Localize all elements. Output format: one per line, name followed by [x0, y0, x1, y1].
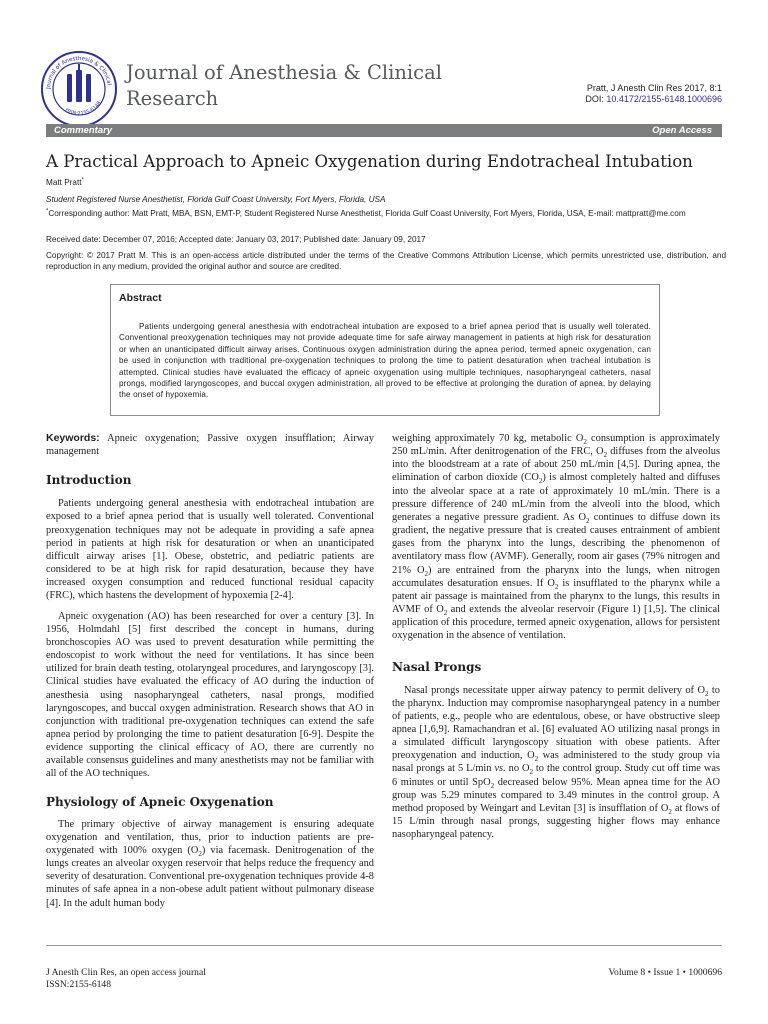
article-type: Commentary: [54, 125, 113, 136]
text-run: was administered to the study group via nasal prongs at 5 L/min: [392, 750, 720, 775]
subscript: 2: [538, 477, 543, 486]
abstract-heading: Abstract: [119, 292, 162, 304]
subscript: 2: [704, 689, 709, 698]
physiology-paragraph-2: [392, 432, 720, 643]
author-mark: *: [81, 177, 84, 184]
affiliation: Student Registered Nurse Anesthetist, Florida Gulf Coast University, Fort Myers, Florida, USA: [46, 195, 386, 204]
keywords: [46, 432, 374, 458]
corresponding-text: Corresponding author: Matt Pratt, MBA, BSN, EMT-P, Student Registered Nurse Anesthetist, Florida Gulf Coast University, Fort Myers, Florida, USA, E-mail: mattpratt@me.com: [48, 209, 686, 218]
subscript: 2: [603, 451, 608, 460]
text-run: at flows of 15 L/min through nasal prongs, suggesting higher flows may enhance nasopharyngeal patency.: [392, 802, 720, 841]
author-name: Matt Pratt: [46, 178, 82, 187]
keywords-label: Keywords:: [46, 432, 100, 444]
subscript: 2: [198, 849, 202, 858]
subscript: 2: [529, 768, 533, 777]
article-dates: Received date: December 07, 2016; Accepted date: January 03, 2017; Published date: January 09, 2017: [46, 235, 426, 244]
author-line: [46, 178, 726, 189]
journal-title: Journal of Anesthesia & Clinical Research: [126, 61, 442, 110]
physiology-paragraph-1: [46, 818, 374, 910]
subscript: 2: [668, 807, 672, 816]
journal-logo: [40, 50, 118, 128]
corresponding-author: [46, 209, 726, 220]
text-run: and extends the alveolar reservoir (Figure 1) [1,5]. The clinical application of this procedure, termed apneic oxygenation, allows for persistent oxygenation in the absence of ventilation.: [392, 604, 721, 642]
citation-block: [585, 83, 722, 105]
text-run: continues to diffuse down its gradient, the negative pressure that is created causes entrainment of ambient gases from the pharynx into the lungs, describing the phenomenon of aventilatory mass flow (AVMF). Generally, room air gases (79% nitrogen and 21% O: [392, 511, 720, 576]
subscript: 2: [490, 781, 495, 790]
subscript: 2: [583, 438, 587, 447]
heading-nasal-prongs: Nasal Prongs: [392, 659, 482, 674]
text-run: is insufflated to the pharynx while a patent air passage is maintained from the pharynx to the lungs, this results in AVMF of O: [392, 577, 720, 616]
text-run: to the pharynx. Induction may compromise nasopharyngeal patency in a number of patients, e.g., people who are edentulous, obese, or have obstructive sleep apnea [1,6,9]. Ramachandran et al. [6] evaluated AO utilizing nasal prongs in a simulated difficult laryngoscopy situation with obese patients. After preoxygenation and induction, O: [392, 684, 720, 762]
footer-issn: ISSN:2155-6148: [46, 979, 112, 990]
abstract-text: Patients undergoing general anesthesia with endotracheal intubation are exposed to a brief apnea period that is usually well tolerated. Conventional preoxygenation techniques may not provide adequate time for safe airway management in patients at high risk for desaturation or when an unanticipated difficult airway arises. Continuous oxygen administration during the apnea period, termed apneic oxygenation, can be used in conjunction with traditional pre-oxygenation techniques to prolong the time to patient desaturation when tracheal intubation is attempted. Clinical studies have evaluated the efficacy of apneic oxygenation using multiple techniques, nasopharyngeal catheters, nasal prongs, modified laryngoscopes, and buccal oxygen administration, all proved to be effective at prolonging the duration of apnea, by delaying the onset of hypoxemia.: [119, 322, 651, 400]
doi-link[interactable]: 10.4172/2155-6148.1000696: [606, 94, 722, 104]
text-run-italic: vs.: [494, 763, 506, 775]
nasal-paragraph-1: [392, 684, 720, 842]
svg-text:ISSN:2155-6148: ISSN:2155-6148: [63, 100, 103, 117]
heading-introduction: Introduction: [46, 473, 132, 488]
keywords-text: Apneic oxygenation; Passive oxygen insufflation; Airway management: [46, 433, 374, 458]
citation: Pratt, J Anesth Clin Res 2017, 8:1: [586, 83, 722, 93]
intro-paragraph-2: Apneic oxygenation (AO) has been researched for over a century [3]. In 1956, Holmdahl [5] first described the concept in humans, during bronchoscopies AO was used to prevent desaturation while permitting the endoscopist to work without the need for ventilations. It has since been utilized for brain death testing, otolaryngeal procedures, and laryngoscopy [3]. Clinical studies have evaluated the efficacy of AO during the induction of anesthesia using nasopharyngeal catheters, nasal prongs, modified laryngoscopes, and buccal oxygen administration. Research shows that AO in conjunction with traditional pre-oxygenation techniques can extend the safe apnea period by prolonging the time to patient desaturation [6-9]. Despite the evidence supporting the clinical efficacy of AO, there are currently no available consensus guidelines and many anesthetists may not be familiar with all of the AO techniques.: [46, 610, 374, 780]
intro-paragraph-1: Patients undergoing general anesthesia with endotracheal intubation are exposed to a brief apnea period that is usually well tolerated. Conventional preoxygenation techniques may not be adequate in providing a safe apnea period in patients at high risk for desaturation or when an unanticipated difficult airway arises [1]. Obese, obstetric, and pediatric patients are considered to be at high risk for rapid desaturation, because they have increased oxygen consumption and reduced functional residual capacity (FRC), which hastens the development of hypoxemia [2-4].: [46, 498, 374, 602]
footer-divider: [46, 945, 722, 946]
text-run: ) via facemask. Denitrogenation of the lungs creates an alveolar oxygen reservoir that helps reduce the frequency and severity of desaturation. Conventional pre-oxygenation techniques provide 4-8 minutes of safe apnea in a non-obese adult patient without pulmonary disease [4]. In the adult human body: [46, 844, 374, 909]
heading-physiology: Physiology of Apneic Oxygenation: [46, 794, 274, 809]
footer-volume: Volume 8 • Issue 1 • 1000696: [608, 967, 722, 978]
subscript: 2: [586, 517, 590, 526]
footer-left: [46, 967, 206, 991]
footer-journal: J Anesth Clin Res, an open access journal: [46, 967, 206, 978]
open-access-label: Open Access: [652, 125, 712, 136]
text-run: to the control group. Study cut off time was 6 minutes or until SpO: [392, 763, 720, 788]
subscript: 2: [424, 569, 428, 578]
text-run: The primary objective of airway management is ensuring adequate oxygenation and ventilation, thus, prior to induction patients are pre-oxygenated with 100% oxygen (O: [46, 818, 374, 856]
corresponding-mark: *: [46, 208, 49, 215]
text-run: Nasal prongs necessitate upper airway patency to permit delivery of O: [404, 684, 705, 696]
text-run: ) are entrained from the pharynx into the lungs, when nitrogen accumulates desaturation ensues. If O: [392, 564, 720, 589]
copyright-notice: Copyright: © 2017 Pratt M. This is an open-access article distributed under the terms of the Creative Commons Attribution License, which permits unrestricted use, distribution, and reproduction in any medium, provided the original author and source are credited.: [46, 251, 726, 271]
text-run: ) is almost completely halted and diffuses into the alveolar space at a rate of approximately 10 mL/min. There is a pressure difference of 240 mL/min from the alveoli into the blood, which generates a negative pressure gradient. As O: [392, 472, 720, 523]
svg-text:Journal of Anesthesia & Clinic: Journal of Anesthesia & Clinical: [45, 55, 112, 90]
text-run: weighing approximately 70 kg, metabolic O: [392, 433, 584, 444]
article-title: A Practical Approach to Apneic Oxygenation during Endotracheal Intubation: [46, 152, 693, 171]
left-column: [46, 432, 374, 910]
subscript: 2: [534, 755, 539, 764]
doi-label: DOI:: [585, 94, 604, 104]
right-column: [392, 432, 720, 841]
abstract-box: [110, 284, 660, 416]
text-run: diffuses from the alveolus into the bloodstream at a rate of about 250 mL/min [4,5]. During apnea, the elimination of carbon dioxide (CO: [392, 446, 720, 484]
subscript: 2: [554, 582, 559, 591]
subscript: 2: [443, 609, 448, 618]
article-type-bar: [46, 124, 722, 137]
text-run: decreased below 95%. Mean apnea time for the AO group was 5.29 minutes compared to 3.49 minutes in the control group. A method proposed by Weingart and Levitan [3] is insufflation of O: [392, 776, 720, 814]
text-run: no O: [505, 763, 530, 775]
doi-line: [585, 94, 722, 105]
text-run: consumption is approximately 250 mL/min. After denitrogenation of the FRC, O: [392, 433, 721, 458]
